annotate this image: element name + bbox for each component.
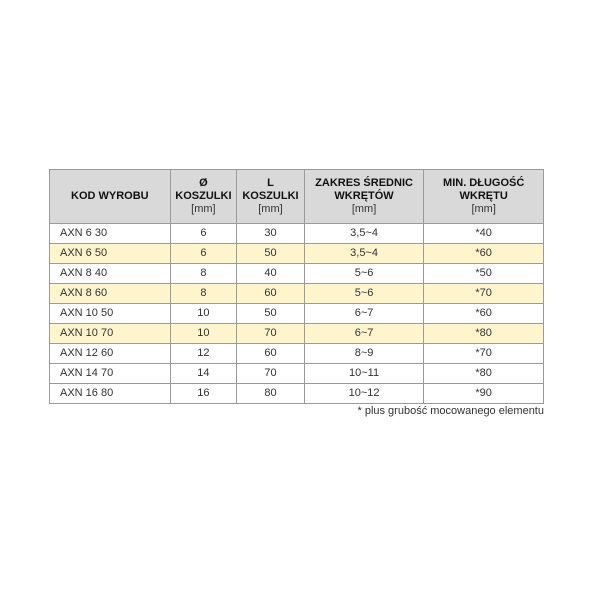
header-sleeve-diameter [170, 170, 237, 224]
header-sleeve-diameter-label: KOSZULKI [175, 190, 232, 202]
cell-sleeve-diameter: 12 [170, 344, 237, 364]
cell-screw-diameter-range: 6~7 [304, 304, 424, 324]
table-header-row [50, 170, 544, 224]
table-row [50, 284, 544, 304]
cell-product-code: AXN 6 30 [50, 224, 171, 244]
header-min-screw-length [424, 170, 544, 224]
header-min-screw-length-unit: [mm] [471, 203, 496, 215]
cell-min-screw-length: *50 [424, 264, 544, 284]
product-spec-table [49, 169, 544, 404]
cell-sleeve-diameter: 14 [170, 364, 237, 384]
header-min-screw-length-line1: MIN. DŁUGOŚĆ [443, 177, 525, 189]
cell-sleeve-length: 60 [237, 344, 305, 364]
cell-sleeve-length: 50 [237, 304, 305, 324]
table-row [50, 324, 544, 344]
cell-min-screw-length: *90 [424, 384, 544, 404]
header-sleeve-diameter-unit: [mm] [191, 203, 216, 215]
cell-min-screw-length: *80 [424, 364, 544, 384]
cell-screw-diameter-range: 10~12 [304, 384, 424, 404]
cell-sleeve-diameter: 10 [170, 324, 237, 344]
cell-product-code: AXN 6 50 [50, 244, 171, 264]
header-product-code [50, 170, 171, 224]
cell-sleeve-diameter: 8 [170, 264, 237, 284]
cell-min-screw-length: *60 [424, 304, 544, 324]
header-screw-diameter-range-line2: WKRĘTÓW [334, 190, 394, 202]
cell-screw-diameter-range: 3,5~4 [304, 244, 424, 264]
cell-sleeve-length: 40 [237, 264, 305, 284]
cell-min-screw-length: *80 [424, 324, 544, 344]
cell-screw-diameter-range: 5~6 [304, 264, 424, 284]
cell-sleeve-diameter: 16 [170, 384, 237, 404]
cell-screw-diameter-range: 3,5~4 [304, 224, 424, 244]
table-row [50, 304, 544, 324]
table-row [50, 344, 544, 364]
cell-product-code: AXN 8 60 [50, 284, 171, 304]
header-sleeve-length [237, 170, 305, 224]
cell-sleeve-diameter: 10 [170, 304, 237, 324]
cell-sleeve-diameter: 6 [170, 244, 237, 264]
cell-product-code: AXN 16 80 [50, 384, 171, 404]
cell-product-code: AXN 12 60 [50, 344, 171, 364]
table-row [50, 264, 544, 284]
table-row [50, 384, 544, 404]
cell-product-code: AXN 10 50 [50, 304, 171, 324]
cell-screw-diameter-range: 6~7 [304, 324, 424, 344]
cell-sleeve-diameter: 6 [170, 224, 237, 244]
header-sleeve-diameter-symbol: Ø [199, 177, 208, 189]
table-row [50, 224, 544, 244]
header-sleeve-length-symbol: L [267, 177, 274, 189]
header-product-code-label: KOD WYROBU [71, 190, 149, 202]
cell-min-screw-length: *60 [424, 244, 544, 264]
cell-product-code: AXN 14 70 [50, 364, 171, 384]
header-min-screw-length-line2: WKRĘTU [459, 190, 508, 202]
table-row [50, 364, 544, 384]
header-screw-diameter-range-unit: [mm] [351, 203, 377, 215]
cell-screw-diameter-range: 10~11 [304, 364, 424, 384]
cell-sleeve-length: 60 [237, 284, 305, 304]
cell-screw-diameter-range: 8~9 [304, 344, 424, 364]
header-screw-diameter-range [304, 170, 424, 224]
header-sleeve-length-unit: [mm] [258, 203, 283, 215]
cell-sleeve-length: 30 [237, 224, 305, 244]
cell-min-screw-length: *70 [424, 284, 544, 304]
cell-min-screw-length: *40 [424, 224, 544, 244]
cell-product-code: AXN 8 40 [50, 264, 171, 284]
cell-sleeve-length: 70 [237, 324, 305, 344]
footnote: * plus grubość mocowanego elementu [357, 405, 544, 417]
cell-screw-diameter-range: 5~6 [304, 284, 424, 304]
cell-sleeve-length: 80 [237, 384, 305, 404]
cell-sleeve-length: 50 [237, 244, 305, 264]
header-sleeve-length-label: KOSZULKI [242, 190, 299, 202]
cell-min-screw-length: *70 [424, 344, 544, 364]
cell-sleeve-length: 70 [237, 364, 305, 384]
cell-sleeve-diameter: 8 [170, 284, 237, 304]
cell-product-code: AXN 10 70 [50, 324, 171, 344]
table-body [50, 224, 544, 404]
header-screw-diameter-range-line1: ZAKRES ŚREDNIC [315, 177, 413, 189]
table-row [50, 244, 544, 264]
